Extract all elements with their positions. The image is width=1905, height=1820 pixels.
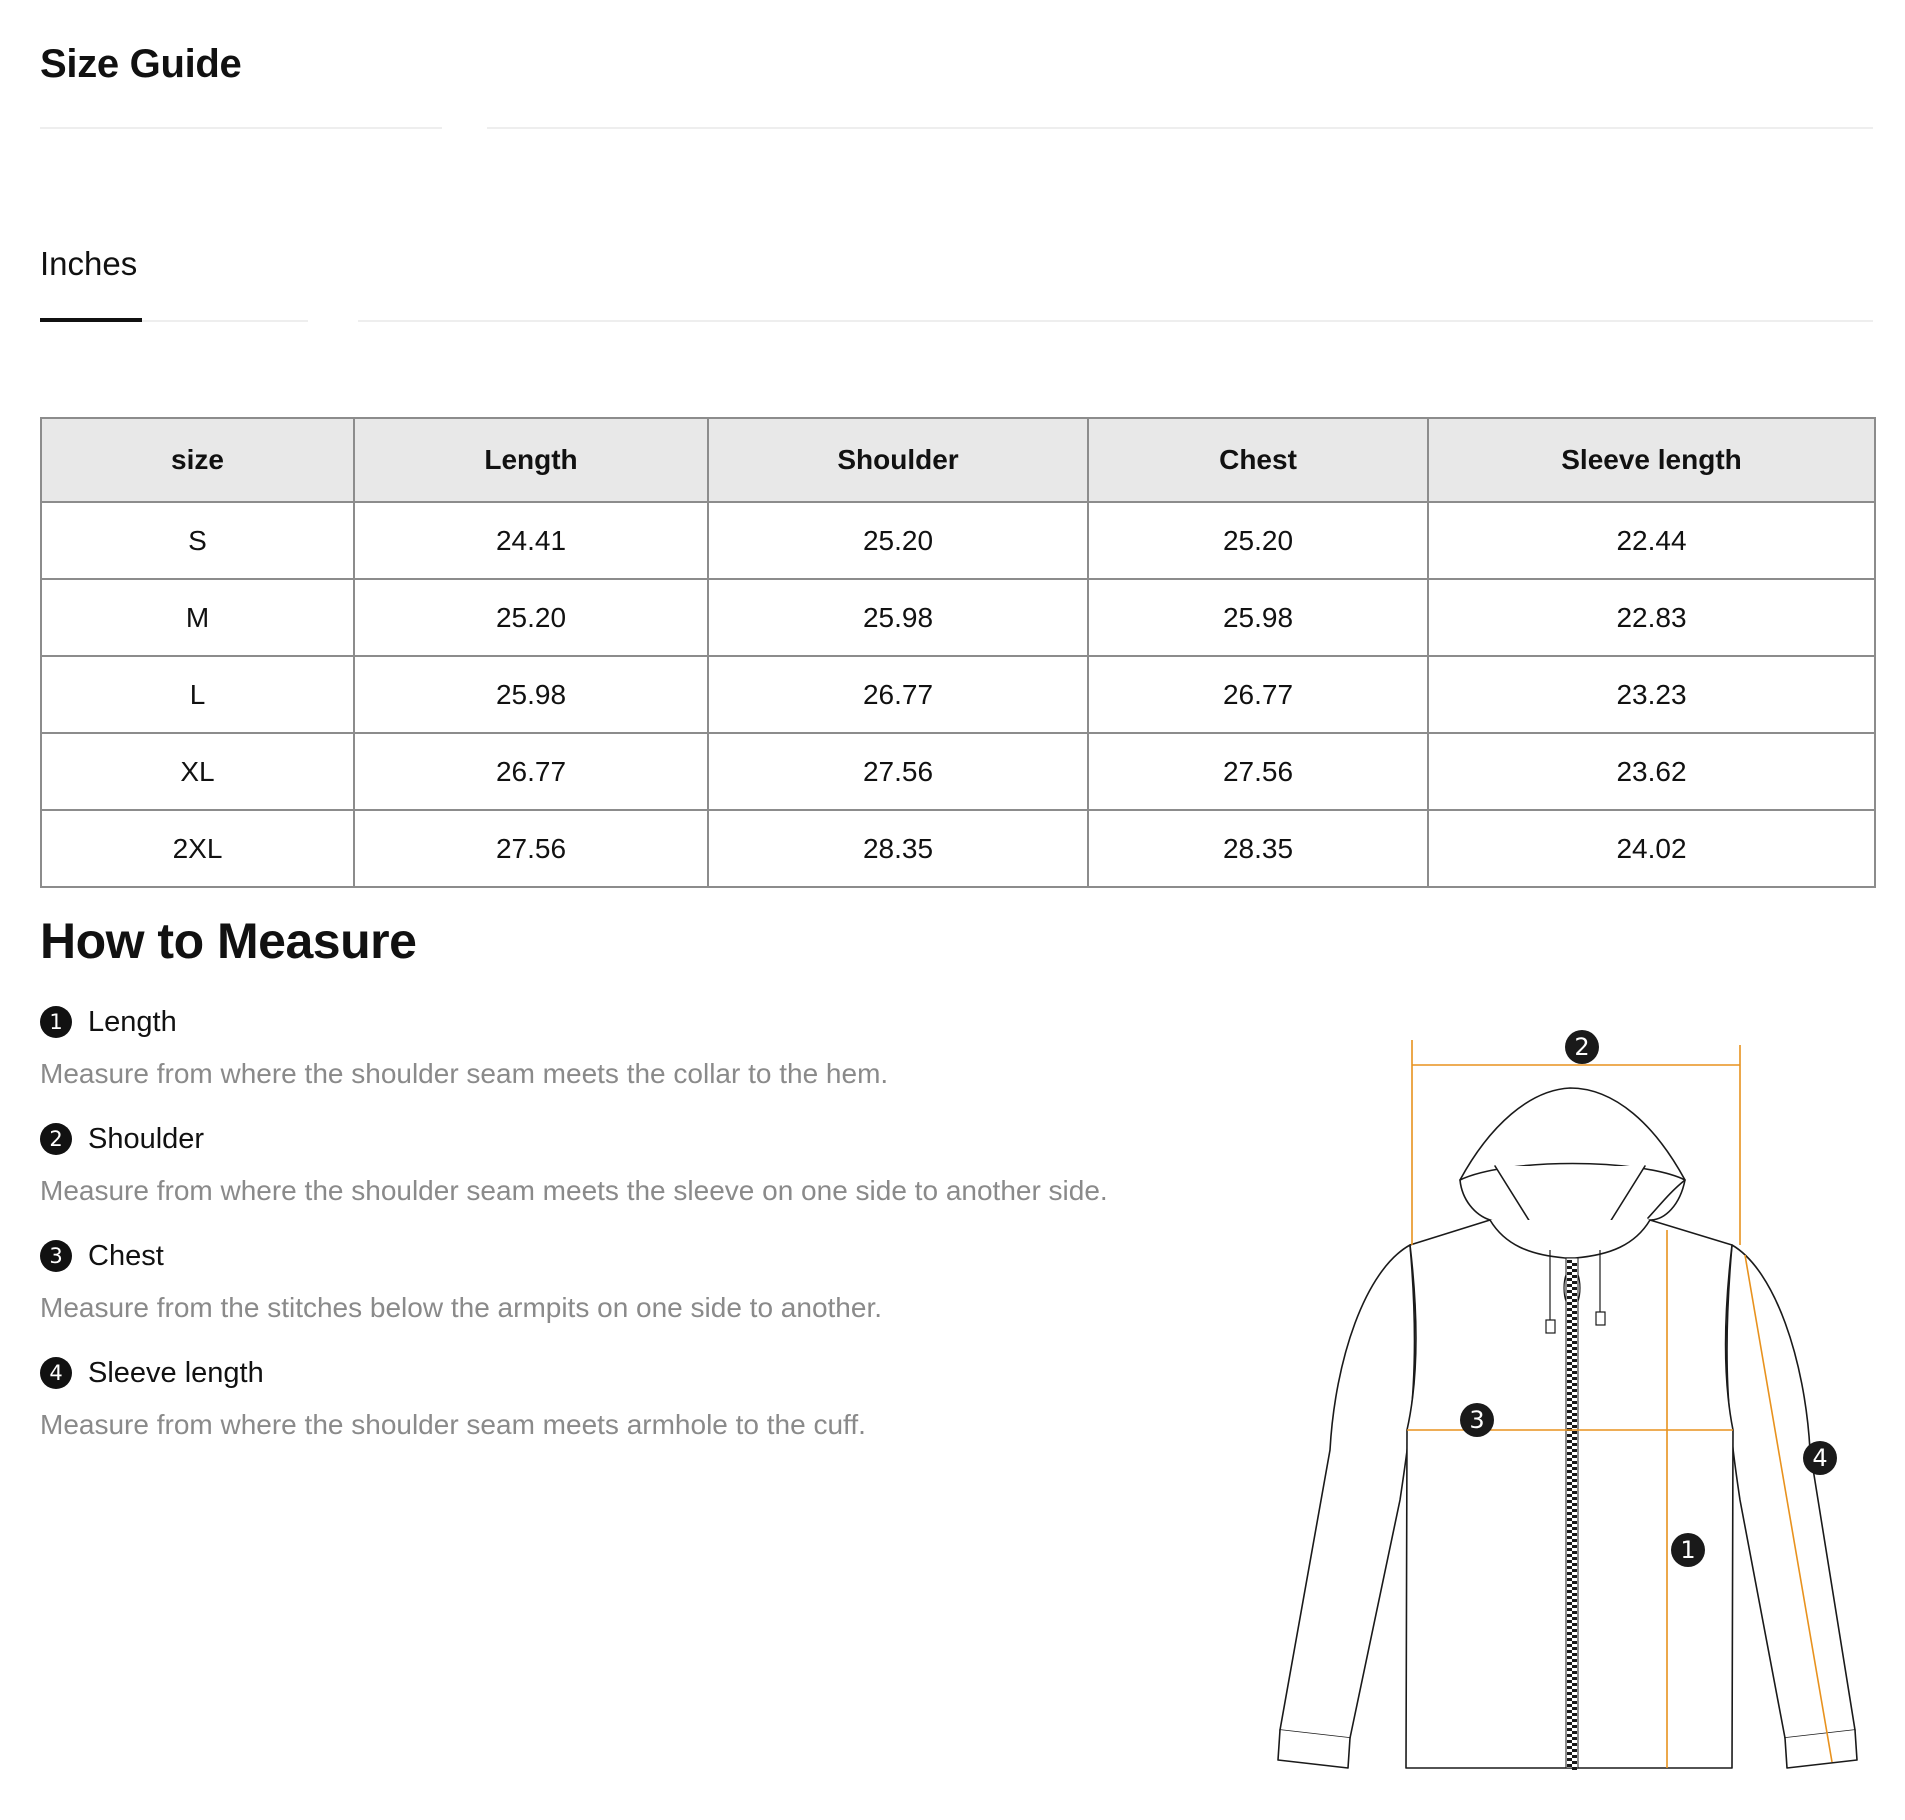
table-cell: 27.56 (708, 733, 1088, 810)
table-cell: 27.56 (1088, 733, 1428, 810)
table-cell: M (41, 579, 354, 656)
active-tab-indicator (40, 318, 142, 322)
column-header-shoulder: Shoulder (708, 418, 1088, 502)
measure-item-length (40, 1000, 1220, 1117)
measure-description: Measure from where the shoulder seam meets the sleeve on one side to another side. (40, 1175, 1108, 1206)
number-4-icon: 4 (40, 1357, 72, 1389)
tab-rule-2 (278, 320, 293, 322)
measure-item-shoulder (40, 1117, 1220, 1234)
table-cell: 25.20 (354, 579, 708, 656)
table-cell: L (41, 656, 354, 733)
table-row (41, 656, 1875, 733)
left-sleeve (1280, 1245, 1415, 1738)
how-to-measure-title: How to Measure (40, 913, 417, 969)
measure-name: Chest (88, 1239, 164, 1272)
measure-name: Shoulder (88, 1122, 205, 1155)
measure-instructions (40, 1000, 1220, 1468)
table-cell: 25.98 (354, 656, 708, 733)
measure-description: Measure from where the shoulder seam meets armhole to the cuff. (40, 1409, 866, 1440)
table-row (41, 579, 1875, 656)
table-row (41, 733, 1875, 810)
diagram-marker-1-label: 1 (1680, 1536, 1696, 1564)
table-cell: 22.44 (1428, 502, 1875, 579)
column-header-sleeve-length: Sleeve length (1428, 418, 1875, 502)
table-cell: 22.83 (1428, 579, 1875, 656)
right-sleeve (1727, 1245, 1855, 1738)
number-1-icon: 1 (40, 1006, 72, 1038)
table-cell: 24.41 (354, 502, 708, 579)
table-cell: 26.77 (354, 733, 708, 810)
diagram-marker-3-label: 3 (1469, 1406, 1485, 1434)
tab-inches[interactable]: Inches (40, 245, 138, 282)
table-cell: 23.62 (1428, 733, 1875, 810)
measure-name: Sleeve length (88, 1356, 264, 1389)
measure-item-chest (40, 1234, 1220, 1351)
table-cell: 26.77 (1088, 656, 1428, 733)
table-cell: XL (41, 733, 354, 810)
number-3-icon: 3 (40, 1240, 72, 1272)
header-divider-right (487, 127, 1873, 129)
column-header-chest: Chest (1088, 418, 1428, 502)
column-header-size: size (41, 418, 354, 502)
table-cell: 26.77 (708, 656, 1088, 733)
tab-rule-3 (358, 320, 1873, 322)
table-cell: 25.20 (1088, 502, 1428, 579)
measure-description: Measure from where the shoulder seam meets the collar to the hem. (40, 1058, 889, 1089)
header-divider-left (40, 127, 442, 129)
measure-item-sleeve-length (40, 1351, 1220, 1468)
table-cell: 25.98 (1088, 579, 1428, 656)
table-cell: 24.02 (1428, 810, 1875, 887)
page-title: Size Guide (40, 42, 242, 86)
size-table (40, 417, 1876, 888)
table-row (41, 502, 1875, 579)
diagram-marker-4-label: 4 (1812, 1444, 1828, 1472)
table-cell: 28.35 (708, 810, 1088, 887)
table-cell: 25.98 (708, 579, 1088, 656)
diagram-marker-2-label: 2 (1574, 1033, 1590, 1061)
unit-tabs (40, 245, 1873, 323)
column-header-length: Length (354, 418, 708, 502)
table-cell: 28.35 (1088, 810, 1428, 887)
table-cell: 2XL (41, 810, 354, 887)
table-cell: 25.20 (708, 502, 1088, 579)
table-row (41, 810, 1875, 887)
table-header-row (41, 418, 1875, 502)
measure-description: Measure from the stitches below the armpits on one side to another. (40, 1292, 883, 1323)
number-2-icon: 2 (40, 1123, 72, 1155)
hoodie-measurement-diagram (1270, 1030, 1880, 1780)
table-cell: 27.56 (354, 810, 708, 887)
table-cell: S (41, 502, 354, 579)
measure-name: Length (88, 1005, 177, 1038)
table-cell: 23.23 (1428, 656, 1875, 733)
